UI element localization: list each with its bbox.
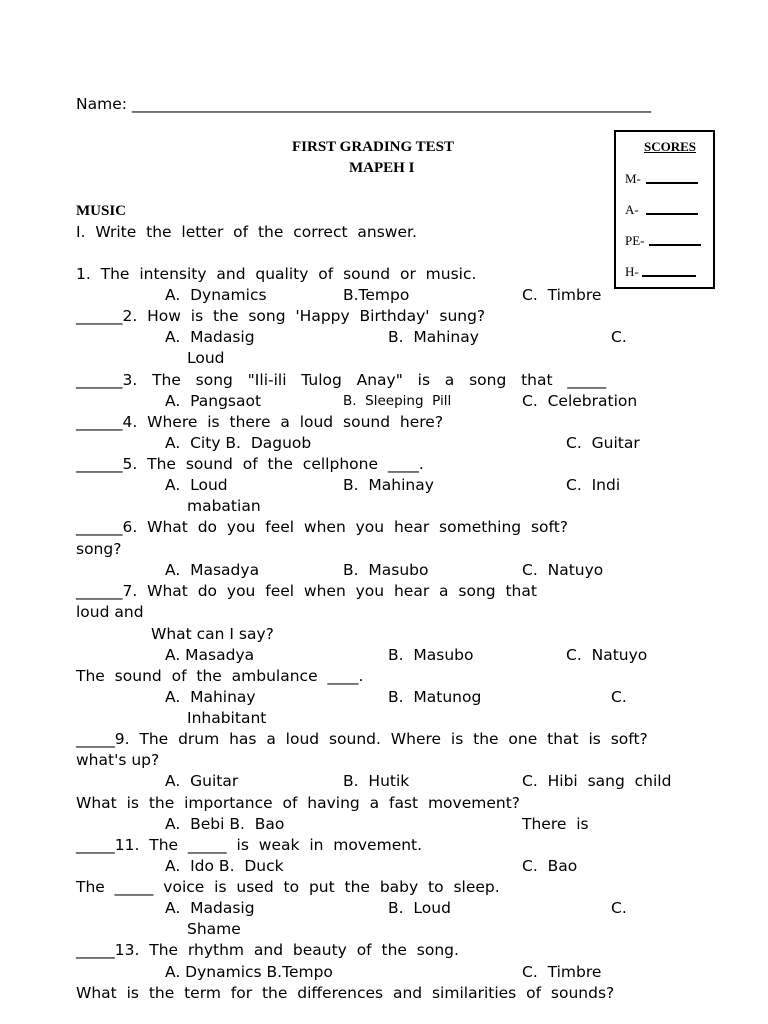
choice-a-b: A. Dynamics B.Tempo: [165, 963, 333, 981]
question-text: The _____ voice is used to put the baby to sleep.: [76, 878, 500, 896]
scores-heading: SCORES: [644, 139, 697, 154]
choice-a: A. Loud: [165, 476, 228, 494]
choice-a-b: A. Bebi B. Bao: [165, 815, 285, 833]
choice-c: C. Hibi sang child: [522, 772, 672, 790]
question-text: ______5. The sound of the cellphone ____.: [76, 455, 424, 473]
test-title: FIRST GRADING TEST: [292, 139, 454, 155]
question-continuation: What can I say?: [151, 625, 274, 643]
choice-c: C.: [611, 328, 627, 346]
choice-c: C. Timbre: [522, 286, 602, 304]
choice-c: C.: [611, 899, 627, 917]
choice-c: C. Natuyo: [566, 646, 648, 664]
question-text: ______2. How is the song 'Happy Birthday' sung?: [76, 307, 486, 325]
choice-c: C. Indi: [566, 476, 621, 494]
choice-b: B. Masubo: [343, 561, 429, 579]
choice-a: A. Madasig: [165, 328, 255, 346]
choice-b: B. Mahinay: [343, 476, 434, 494]
choice-b: B. Hutik: [343, 772, 410, 790]
question-text: The sound of the ambulance ____.: [76, 667, 364, 685]
choice-a: A. Mahinay: [165, 688, 256, 706]
choice-a-b: A. City B. Daguob: [165, 434, 312, 452]
score-label-arts: A-: [625, 202, 639, 217]
choice-a: A. Masadya: [165, 646, 255, 664]
choice-b: B. Masubo: [388, 646, 474, 664]
test-subtitle: MAPEH I: [349, 160, 415, 176]
question-text: ______3. The song "Ili-ili Tulog Anay" is a song that _____: [76, 371, 607, 389]
choice-a: A. Masadya: [165, 561, 260, 579]
question-continuation: loud and: [76, 603, 144, 621]
choice-c: C. Natuyo: [522, 561, 604, 579]
question-text: What is the term for the differences and similarities of sounds?: [76, 984, 615, 1002]
choice-c: C. Guitar: [566, 434, 640, 452]
score-label-music: M-: [625, 171, 641, 186]
instruction: I. Write the letter of the correct answer.: [76, 223, 417, 241]
choice-a: A. Dynamics: [165, 286, 267, 304]
score-blank-health[interactable]: [642, 275, 696, 277]
choice-c: C. Celebration: [522, 392, 638, 410]
choice-b: B. Sleeping Pill: [343, 393, 452, 409]
choice-a: A. Pangsaot: [165, 392, 262, 410]
choice-c-continuation: mabatian: [187, 497, 261, 515]
choice-c-continuation: Inhabitant: [187, 709, 267, 727]
name-line[interactable]: Name: ___________________________________________________________________: [76, 95, 652, 113]
question-text: _____9. The drum has a loud sound. Where is the one that is soft?: [76, 730, 648, 748]
score-label-health: H-: [625, 264, 639, 279]
question-text: What is the importance of having a fast movement?: [76, 794, 520, 812]
question-text: _____13. The rhythm and beauty of the song.: [76, 941, 459, 959]
question-continuation: what's up?: [76, 751, 160, 769]
question-text: ______7. What do you feel when you hear a song that: [76, 582, 537, 600]
question-continuation: song?: [76, 540, 122, 558]
question-text: ______6. What do you feel when you hear something soft?: [76, 518, 569, 536]
choice-c: There is: [522, 815, 589, 833]
choice-c: C. Timbre: [522, 963, 602, 981]
question-text: 1. The intensity and quality of sound or music.: [76, 265, 477, 283]
question-text: _____11. The _____ is weak in movement.: [76, 836, 423, 854]
scores-box: [614, 130, 715, 289]
choice-b: B. Loud: [388, 899, 451, 917]
choice-b: B.Tempo: [343, 286, 410, 304]
choice-b: B. Matunog: [388, 688, 482, 706]
choice-a: A. Madasig: [165, 899, 255, 917]
question-text: ______4. Where is there a loud sound here?: [76, 413, 444, 431]
score-blank-pe[interactable]: [649, 244, 701, 246]
score-label-pe: PE-: [625, 233, 645, 248]
choice-c: C.: [611, 688, 627, 706]
score-blank-arts[interactable]: [646, 213, 698, 215]
choice-a: A. Guitar: [165, 772, 239, 790]
choice-c-continuation: Shame: [187, 920, 241, 938]
choice-b: B. Mahinay: [388, 328, 479, 346]
choice-c-continuation: Loud: [187, 349, 225, 367]
score-blank-music[interactable]: [646, 182, 698, 184]
choice-a-b: A. Ido B. Duck: [165, 857, 284, 875]
choice-c: C. Bao: [522, 857, 578, 875]
section-heading: MUSIC: [76, 203, 127, 219]
